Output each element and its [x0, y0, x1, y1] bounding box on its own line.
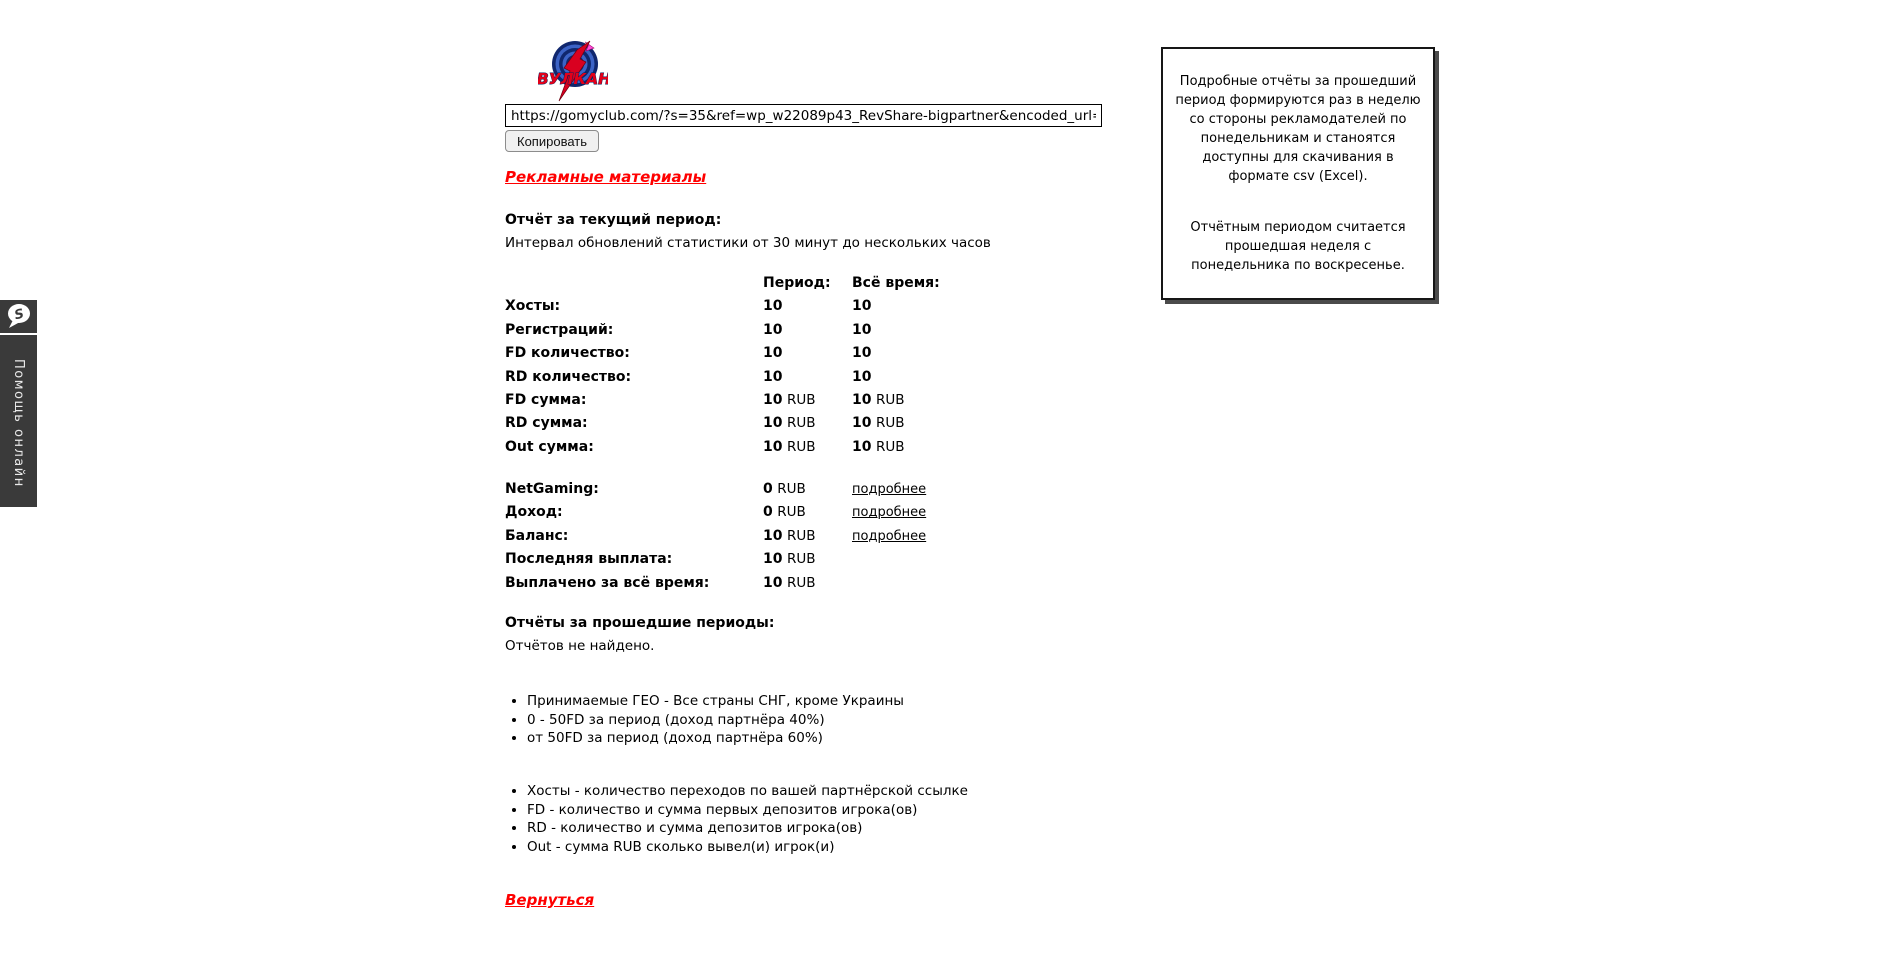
table-row: Последняя выплата: 10 RUB [505, 551, 816, 568]
table-row: Баланс: 10 RUB подробнее [505, 527, 927, 544]
table-row: Доход: 0 RUB подробнее [505, 504, 927, 521]
list-item: • Хосты - количество переходов по вашей партнёрской ссылке [527, 782, 968, 801]
online-help-tab[interactable] [0, 335, 37, 507]
table-row: NetGaming: 0 RUB подробнее [505, 481, 927, 497]
column-header-period: Период: [763, 275, 831, 291]
weekly-reports-info-box [1161, 47, 1435, 300]
table-row: Выплачено за всё время: 10 RUB [505, 574, 816, 591]
list-item: • 0 - 50FD за период (доход партнёра 40%) [527, 711, 904, 730]
table-row: RD количество: 10 10 [505, 368, 872, 385]
vulkan-logo-image [538, 38, 608, 104]
column-header-alltime: Всё время: [852, 275, 940, 291]
info-paragraph: Подробные отчёты за прошедший период формируются раз в неделю со стороны рекламодателей по понедельникам и станоятся доступны для скачивания в формате csv (Excel). [1175, 74, 1421, 184]
past-reports-heading: Отчёты за прошедшие периоды: [505, 615, 775, 631]
table-row: Out сумма: 10 RUB 10 RUB [505, 438, 905, 455]
main-content [505, 0, 1145, 955]
online-help-label: Помощь онлайн [11, 359, 26, 488]
table-row: Регистраций: 10 10 [505, 321, 872, 338]
advertising-materials-link[interactable]: Рекламные материалы [505, 168, 707, 186]
list-item: • Out - сумма RUB сколько вывел(и) игрок(и) [527, 838, 968, 857]
current-period-heading: Отчёт за текущий период: [505, 212, 722, 228]
stats-update-note: Интервал обновлений статистики от 30 минут до нескольких часов [505, 235, 991, 251]
finance-table [505, 478, 1022, 595]
past-reports-empty-text: Отчётов не найдено. [505, 638, 655, 654]
table-row: RD сумма: 10 RUB 10 RUB [505, 415, 905, 432]
copy-button[interactable]: Копировать [505, 130, 599, 152]
list-item: • от 50FD за период (доход партнёра 60%) [527, 729, 904, 748]
referral-url-input[interactable] [505, 104, 1102, 127]
info-paragraph: Отчётным периодом считается прошедшая неделя с понедельника по воскресенье. [1190, 219, 1406, 273]
chat-icon-button[interactable] [0, 300, 37, 333]
details-link-income[interactable]: подробнее [852, 505, 927, 521]
glossary-list [505, 782, 968, 856]
stats-header-row [505, 272, 1022, 295]
list-item: • Принимаемые ГЕО - Все страны СНГ, кроме Украины [527, 692, 904, 711]
table-row: FD количество: 10 10 [505, 345, 872, 362]
stats-table [505, 272, 1022, 459]
online-help-widget[interactable] [0, 300, 37, 507]
vulkan-logo [538, 38, 608, 104]
table-row: FD сумма: 10 RUB 10 RUB [505, 391, 905, 408]
back-link[interactable]: Вернуться [505, 891, 595, 909]
table-row: Хосты: 10 10 [505, 298, 872, 315]
svg-text:S: S [13, 306, 26, 324]
chat-bubble-s-icon [2, 301, 35, 332]
list-item: • RD - количество и сумма депозитов игрока(ов) [527, 819, 968, 838]
logo-text: ВУЛКАН [538, 70, 608, 88]
list-item: • FD - количество и сумма первых депозитов игрока(ов) [527, 801, 968, 820]
details-link-netgaming[interactable]: подробнее [852, 482, 927, 497]
terms-list [505, 692, 904, 748]
details-link-balance[interactable]: подробнее [852, 528, 927, 544]
